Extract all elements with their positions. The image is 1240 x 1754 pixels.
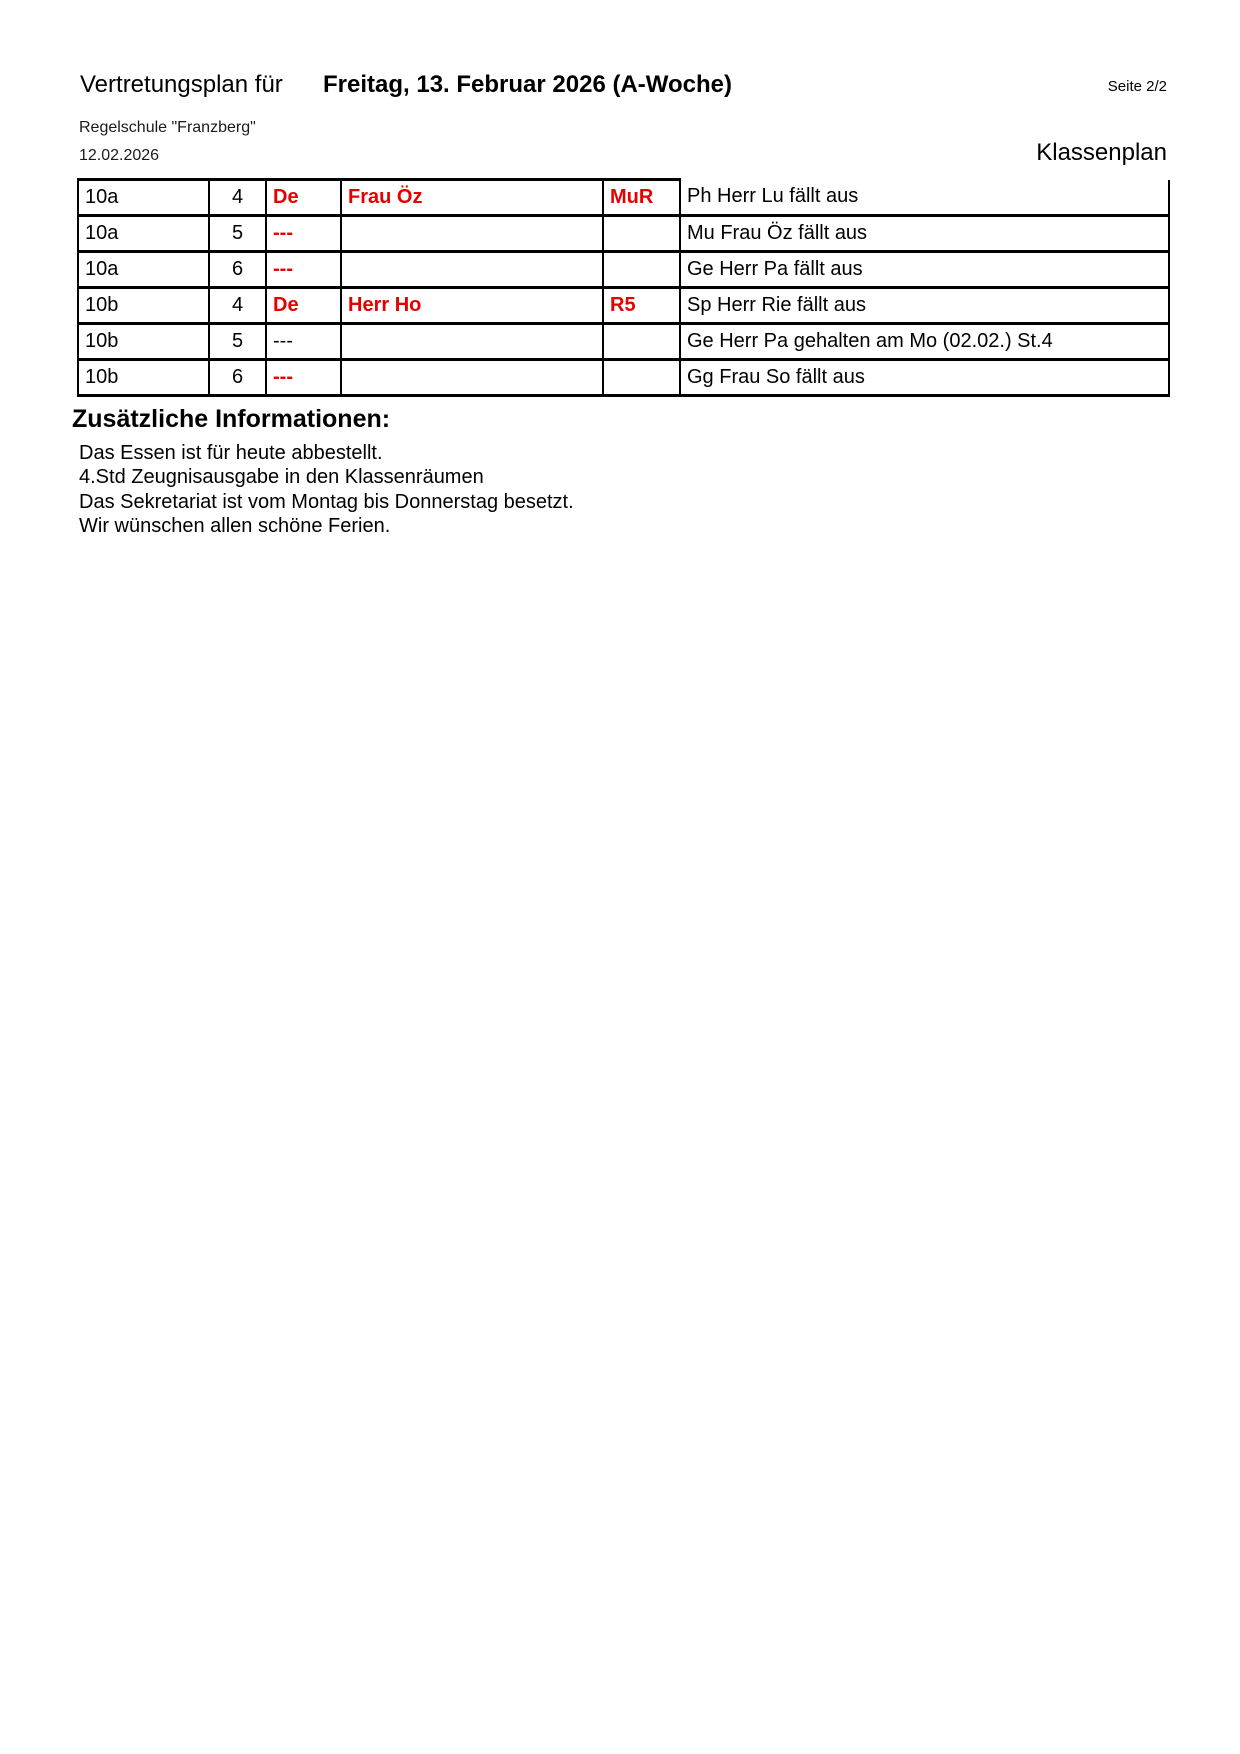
page-indicator: Seite 2/2 — [1107, 78, 1167, 95]
info-cell: Ge Herr Pa gehalten am Mo (02.02.) St.4 — [680, 324, 1169, 360]
additional-info-heading: Zusätzliche Informationen: — [72, 405, 391, 433]
room-cell — [603, 216, 680, 252]
subject-cell: --- — [266, 324, 341, 360]
table-row — [78, 180, 1169, 216]
info-cell: Sp Herr Rie fällt aus — [680, 288, 1169, 324]
plan-type-label: Klassenplan — [1036, 139, 1167, 166]
info-cell: Ph Herr Lu fällt aus — [680, 180, 1169, 216]
subject-cell: --- — [266, 216, 341, 252]
page-title: Vertretungsplan für — [80, 71, 283, 98]
subject-cell: De — [266, 288, 341, 324]
teacher-cell: Frau Öz — [341, 180, 603, 216]
teacher-cell — [341, 324, 603, 360]
table-row — [78, 324, 1169, 360]
additional-info-block — [79, 441, 574, 539]
subject-cell: --- — [266, 252, 341, 288]
period-cell: 6 — [209, 252, 266, 288]
print-date: 12.02.2026 — [79, 147, 160, 164]
teacher-cell — [341, 216, 603, 252]
period-cell: 5 — [209, 216, 266, 252]
period-cell: 5 — [209, 324, 266, 360]
info-cell: Mu Frau Öz fällt aus — [680, 216, 1169, 252]
substitution-table — [77, 178, 1170, 397]
school-name: Regelschule "Franzberg" — [79, 119, 256, 136]
table-row — [78, 216, 1169, 252]
teacher-cell: Herr Ho — [341, 288, 603, 324]
additional-info-line: Das Essen ist für heute abbestellt. — [79, 442, 383, 464]
info-cell: Gg Frau So fällt aus — [680, 360, 1169, 396]
room-cell: MuR — [603, 180, 680, 216]
period-cell: 4 — [209, 288, 266, 324]
room-cell — [603, 360, 680, 396]
subject-cell: --- — [266, 360, 341, 396]
period-cell: 6 — [209, 360, 266, 396]
table-row — [78, 360, 1169, 396]
additional-info-line: Wir wünschen allen schöne Ferien. — [79, 515, 391, 538]
page-title-date: Freitag, 13. Februar 2026 (A-Woche) — [323, 71, 733, 98]
info-cell: Ge Herr Pa fällt aus — [680, 252, 1169, 288]
class-cell: 10b — [78, 324, 209, 360]
period-cell: 4 — [209, 180, 266, 216]
class-cell: 10a — [78, 252, 209, 288]
room-cell — [603, 252, 680, 288]
class-cell: 10b — [78, 360, 209, 396]
class-cell: 10b — [78, 288, 209, 324]
class-cell: 10a — [78, 180, 209, 216]
teacher-cell — [341, 360, 603, 396]
additional-info-line: 4.Std Zeugnisausgabe in den Klassenräumen — [79, 466, 484, 489]
teacher-cell — [341, 252, 603, 288]
class-cell: 10a — [78, 216, 209, 252]
table-row — [78, 288, 1169, 324]
room-cell: R5 — [603, 288, 680, 324]
table-row — [78, 252, 1169, 288]
room-cell — [603, 324, 680, 360]
additional-info-line: Das Sekretariat ist vom Montag bis Donnerstag besetzt. — [79, 490, 574, 513]
subject-cell: De — [266, 180, 341, 216]
